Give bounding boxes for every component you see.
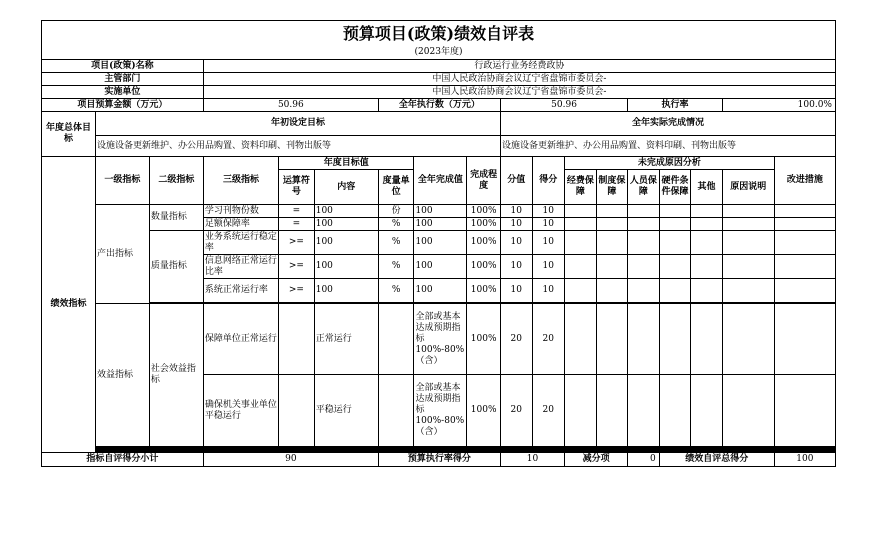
perf-label: 绩效指标 [42, 157, 96, 453]
row-l3: 学习刊物份数 [203, 205, 278, 218]
performance-table [41, 20, 836, 467]
group-quantity: 数量指标 [149, 205, 203, 231]
row-score: 10 [500, 279, 532, 303]
row-unit: % [378, 231, 414, 255]
row-done: 100 [414, 205, 467, 218]
row-degree: 100% [467, 375, 501, 447]
row-degree: 100% [467, 255, 501, 279]
row-done: 100 [414, 255, 467, 279]
project-name: 行政运行业务经费政协 [203, 60, 835, 73]
row-op: >= [279, 255, 315, 279]
row-content: 100 [314, 218, 378, 231]
row-got: 10 [532, 205, 565, 218]
total-label: 绩效自评总得分 [659, 453, 774, 467]
actual-goal-label: 全年实际完成情况 [500, 112, 835, 136]
r1-header: 经费保障 [565, 170, 597, 205]
dept-value: 中国人民政治协商会议辽宁省盘锦市委员会- [203, 73, 835, 86]
subtotal-label: 指标自评得分小计 [42, 453, 204, 467]
unit-value: 中国人民政治协商会议辽宁省盘锦市委员会- [203, 86, 835, 99]
row-got: 10 [532, 231, 565, 255]
exec-label: 全年执行数（万元） [378, 99, 500, 112]
row-score: 20 [500, 304, 532, 375]
rate-label: 执行率 [628, 99, 723, 112]
report-year: (2023年度) [42, 46, 836, 60]
row-content: 100 [314, 279, 378, 303]
degree-header: 完成程度 [467, 157, 501, 205]
deduct-value: 0 [628, 453, 660, 467]
budget-label: 项目预算金额（万元） [42, 99, 204, 112]
done-header: 全年完成值 [414, 157, 467, 205]
row-degree: 100% [467, 231, 501, 255]
row-op [279, 304, 315, 375]
row-unit: % [378, 279, 414, 303]
total-value: 100 [774, 453, 835, 467]
deduct-label: 减分项 [565, 453, 628, 467]
row-l3: 保障单位正常运行 [203, 304, 278, 375]
row-done: 100 [414, 279, 467, 303]
row-unit [378, 375, 414, 447]
group-quality: 质量指标 [149, 231, 203, 303]
row-done: 全部或基本达成预期指标100%-80%（含） [414, 304, 467, 375]
page-title: 预算项目(政策)绩效自评表 [42, 21, 836, 47]
target-header: 年度目标值 [279, 157, 414, 170]
r5-header: 其他 [691, 170, 723, 205]
row-got: 10 [532, 255, 565, 279]
dept-label: 主管部门 [42, 73, 204, 86]
op-header: 运算符号 [279, 170, 315, 205]
row-op: = [279, 218, 315, 231]
exec-value: 50.96 [500, 99, 627, 112]
row-unit: % [378, 218, 414, 231]
row-done: 全部或基本达成预期指标100%-80%（含） [414, 375, 467, 447]
row-unit [378, 304, 414, 375]
r6-header: 原因说明 [722, 170, 774, 205]
row-score: 10 [500, 255, 532, 279]
group-benefit: 效益指标 [95, 304, 149, 447]
row-content: 正常运行 [314, 304, 378, 375]
row-degree: 100% [467, 218, 501, 231]
l1-header: 一级指标 [95, 157, 149, 205]
row-l3: 确保机关事业单位平稳运行 [203, 375, 278, 447]
row-content: 平稳运行 [314, 375, 378, 447]
row-l3: 系统正常运行率 [203, 279, 278, 303]
row-score: 10 [500, 218, 532, 231]
row-done: 100 [414, 231, 467, 255]
row-degree: 100% [467, 205, 501, 218]
row-score: 10 [500, 205, 532, 218]
budget-score-label: 预算执行率得分 [378, 453, 500, 467]
subtotal-value: 90 [203, 453, 378, 467]
goal-label: 年度总体目标 [42, 112, 96, 157]
unit-header: 度量单位 [378, 170, 414, 205]
row-op: >= [279, 231, 315, 255]
row-score: 20 [500, 375, 532, 447]
row-done: 100 [414, 218, 467, 231]
row-degree: 100% [467, 279, 501, 303]
group-output: 产出指标 [95, 205, 149, 304]
row-score: 10 [500, 231, 532, 255]
score-header: 分值 [500, 157, 532, 205]
row-got: 20 [532, 304, 565, 375]
r2-header: 制度保障 [596, 170, 628, 205]
l3-header: 三级指标 [203, 157, 278, 205]
row-l3: 足额保障率 [203, 218, 278, 231]
row-op [279, 375, 315, 447]
row-content: 100 [314, 231, 378, 255]
row-content: 100 [314, 205, 378, 218]
row-op: >= [279, 279, 315, 303]
row-l3: 信息网络正常运行比率 [204, 255, 277, 277]
budget-value: 50.96 [203, 99, 378, 112]
actual-goal: 设施设备更新维护、办公用品购置、资料印刷、刊物出版等 [500, 136, 835, 157]
rate-value: 100.0% [722, 99, 835, 112]
initial-goal: 设施设备更新维护、办公用品购置、资料印刷、刊物出版等 [95, 136, 500, 157]
row-content: 100 [314, 255, 378, 279]
initial-goal-label: 年初设定目标 [95, 112, 500, 136]
l2-header: 二级指标 [149, 157, 203, 205]
got-header: 得分 [532, 157, 565, 205]
content-header: 内容 [314, 170, 378, 205]
row-got: 20 [532, 375, 565, 447]
project-name-label: 项目(政策)名称 [42, 60, 204, 73]
row-degree: 100% [467, 304, 501, 375]
unit-label: 实施单位 [42, 86, 204, 99]
row-got: 10 [532, 218, 565, 231]
fix-header: 改进措施 [774, 157, 835, 205]
row-got: 10 [532, 279, 565, 303]
row-op: = [279, 205, 315, 218]
reason-header: 未完成原因分析 [565, 157, 775, 170]
budget-score-value: 10 [500, 453, 564, 467]
row-l3: 业务系统运行稳定率 [204, 231, 277, 253]
r3-header: 人员保障 [628, 170, 660, 205]
group-social: 社会效益指标 [149, 304, 203, 447]
r4-header: 硬件条件保障 [659, 170, 691, 205]
row-unit: 份 [378, 205, 414, 218]
row-unit: % [378, 255, 414, 279]
